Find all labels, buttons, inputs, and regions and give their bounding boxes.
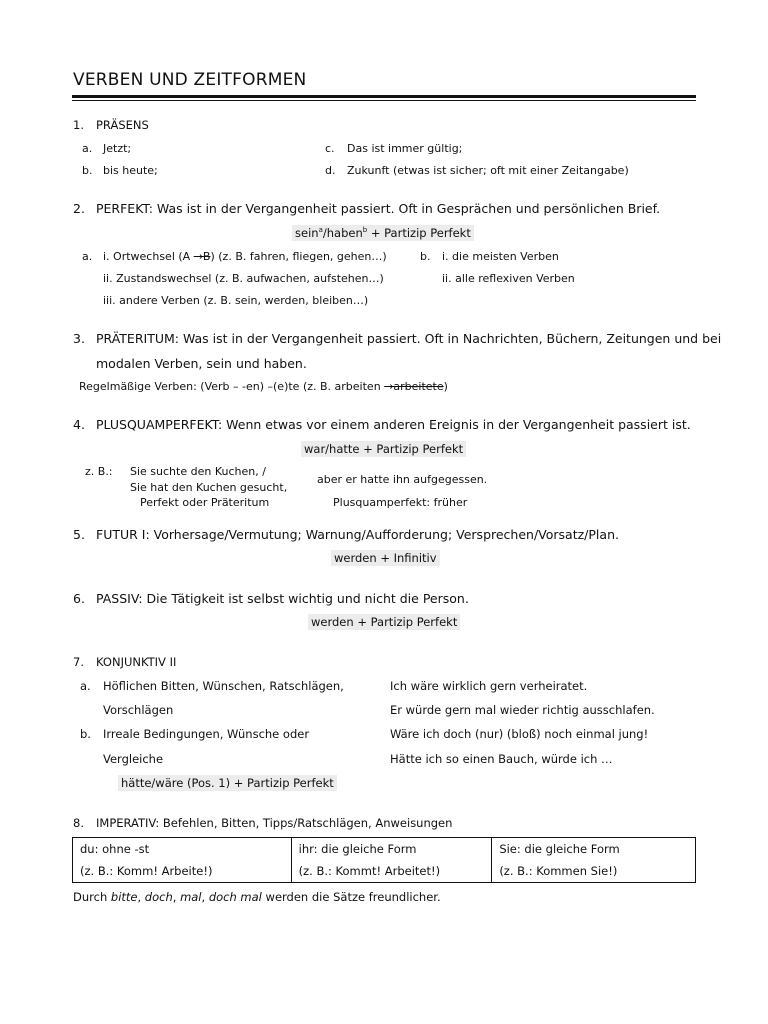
section-7-heading: KONJUNKTIV II — [96, 655, 177, 669]
s7-example-3: Wäre ich doch (nur) (bloß) noch einmal jung! — [390, 727, 649, 741]
s5-formula: werden + Infinitiv — [331, 550, 440, 566]
section-2-heading: PERFEKT: Was ist in der Vergangenheit passiert. Oft in Gesprächen und persönlichen Brief. — [96, 201, 661, 216]
table-row — [73, 838, 696, 861]
s7-b-line1: Irreale Bedingungen, Wünsche oder — [103, 727, 310, 741]
title-rule-thin — [72, 100, 696, 101]
s7-b-line2: Vergleiche — [103, 752, 164, 766]
s6-formula: werden + Partizip Perfekt — [308, 614, 460, 630]
s2-b-i: i. die meisten Verben — [442, 250, 559, 263]
table-cell-ihr-example: (z. B.: Kommt! Arbeitet!) — [291, 860, 492, 883]
s1-b-text: bis heute; — [103, 164, 158, 177]
section-8-number: 8. — [73, 816, 84, 830]
s4-example-right-1: aber er hatte ihn aufgegessen. — [317, 473, 488, 486]
s4-zb: z. B.: — [85, 465, 113, 478]
section-5-number: 5. — [73, 527, 85, 542]
s2-formula: sein$^a$/haben$^b$ + Partizip Perfekt — [292, 225, 474, 241]
s1-c-letter: c. — [325, 142, 335, 155]
table-cell-du: du: ohne -st — [73, 838, 292, 861]
title-rule-thick — [72, 95, 696, 98]
s4-example-left-1: Sie suchte den Kuchen, / — [130, 465, 266, 478]
table-cell-sie-example: (z. B.: Kommen Sie!) — [492, 860, 696, 883]
s7-a-line2: Vorschlägen — [103, 703, 174, 717]
s7-formula: hätte/wäre (Pos. 1) + Partizip Perfekt — [118, 775, 337, 791]
s2-a-ii: ii. Zustandswechsel (z. B. aufwachen, aufstehen…) — [103, 272, 384, 285]
s1-c-text: Das ist immer gültig; — [347, 142, 463, 155]
imperative-table — [72, 837, 696, 883]
table-cell-sie: Sie: die gleiche Form — [492, 838, 696, 861]
table-row — [73, 860, 696, 883]
s7-a-letter: a. — [80, 679, 91, 693]
section-4-heading: PLUSQUAMPERFEKT: Wenn etwas vor einem anderen Ereignis in der Vergangenheit passiert ist. — [96, 417, 691, 432]
s1-d-letter: d. — [325, 164, 336, 177]
s2-b-ii: ii. alle reflexiven Verben — [442, 272, 575, 285]
s7-a-line1: Höflichen Bitten, Wünschen, Ratschlägen, — [103, 679, 344, 693]
s2-b-letter: b. — [420, 250, 431, 263]
section-1-heading: PRÄSENS — [96, 118, 149, 132]
section-3-number: 3. — [73, 331, 85, 346]
s1-a-text: Jetzt; — [103, 142, 132, 155]
page-title: VERBEN UND ZEITFORMEN — [73, 70, 307, 90]
table-cell-ihr: ihr: die gleiche Form — [291, 838, 492, 861]
s7-example-4: Hätte ich so einen Bauch, würde ich … — [390, 752, 613, 766]
s7-example-1: Ich wäre wirklich gern verheiratet. — [390, 679, 588, 693]
section-5-heading: FUTUR I: Vorhersage/Vermutung; Warnung/Aufforderung; Versprechen/Vorsatz/Plan. — [96, 527, 619, 542]
s1-b-letter: b. — [82, 164, 93, 177]
s7-example-2: Er würde gern mal wieder richtig ausschlafen. — [390, 703, 655, 717]
s4-formula: war/hatte + Partizip Perfekt — [301, 441, 466, 457]
s8-note: Durch bitte, doch, mal, doch mal werden die Sätze freundlicher. — [73, 890, 441, 904]
s1-d-text: Zukunft (etwas ist sicher; oft mit einer Zeitangabe) — [347, 164, 629, 177]
s4-example-left-3: Perfekt oder Präteritum — [140, 496, 270, 509]
s2-a-i: i. Ortwechsel (A →B) (z. B. fahren, fliegen, gehen…) — [103, 250, 387, 263]
s2-a-iii: iii. andere Verben (z. B. sein, werden, bleiben…) — [103, 294, 369, 307]
table-cell-du-example: (z. B.: Komm! Arbeite!) — [73, 860, 292, 883]
s2-a-letter: a. — [82, 250, 93, 263]
s4-example-right-2: Plusquamperfekt: früher — [333, 496, 468, 509]
section-3-heading-line2: modalen Verben, sein und haben. — [96, 356, 307, 371]
section-1-number: 1. — [73, 118, 84, 132]
section-7-number: 7. — [73, 655, 84, 669]
section-6-heading: PASSIV: Die Tätigkeit ist selbst wichtig und nicht die Person. — [96, 591, 469, 606]
s7-b-letter: b. — [80, 727, 91, 741]
s4-example-left-2: Sie hat den Kuchen gesucht, — [130, 481, 288, 494]
section-6-number: 6. — [73, 591, 85, 606]
section-2-number: 2. — [73, 201, 85, 216]
section-8-heading: IMPERATIV: Befehlen, Bitten, Tipps/Ratschlägen, Anweisungen — [96, 816, 453, 830]
section-4-number: 4. — [73, 417, 85, 432]
s1-a-letter: a. — [82, 142, 93, 155]
section-3-heading-line1: PRÄTERITUM: Was ist in der Vergangenheit passiert. Oft in Nachrichten, Büchern, Zeitungen und bei — [96, 331, 722, 346]
s3-regular-verbs-rule: Regelmäßige Verben: (Verb – -en) –(e)te (z. B. arbeiten →arbeitete) — [79, 380, 448, 393]
